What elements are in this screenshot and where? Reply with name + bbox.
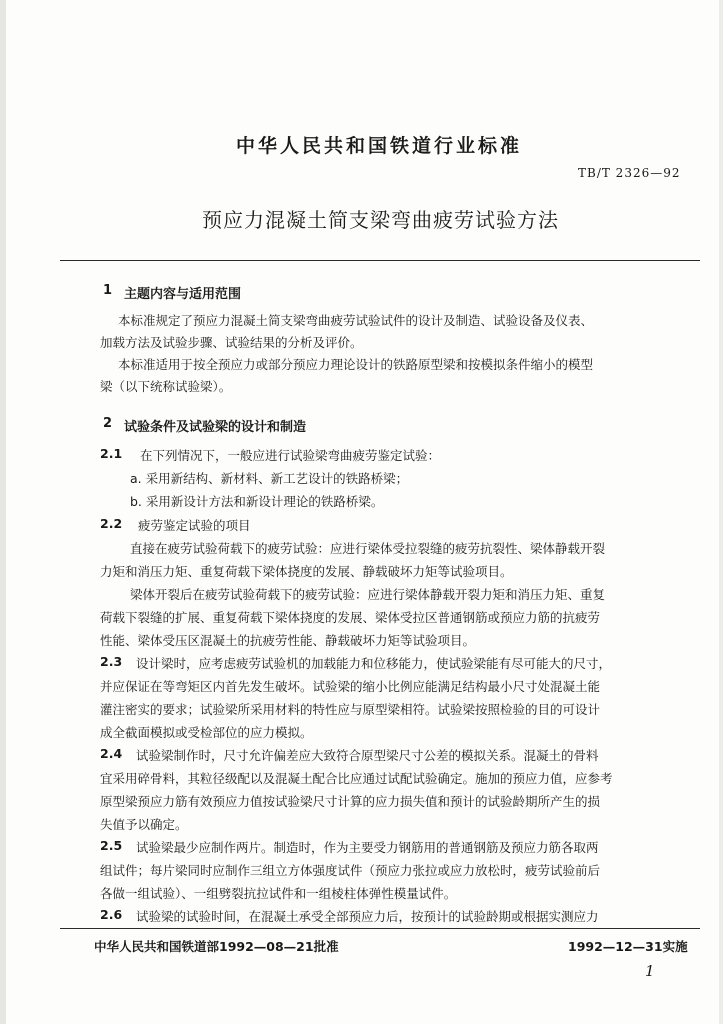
clause-2-2-number: 2.2 — [100, 516, 123, 531]
effective-date: 1992—12—31实施 — [568, 939, 688, 954]
clause-2-4-line-2: 宜采用碎骨料，其粒径级配以及混凝土配合比应通过试配试验确定。施加的预应力值，应参考 — [100, 771, 613, 786]
org-title: 中华人民共和国铁道行业标准 — [236, 135, 523, 157]
header-rule — [60, 260, 700, 261]
s1-line-2: 加载方法及试验步骤、试验结果的分析及评价。 — [100, 335, 363, 350]
clause-2-3-line-3: 灌注密实的要求；试验梁所采用材料的特性应与原型梁相符。试验梁按照检验的目的可设计 — [100, 702, 601, 717]
clause-2-4-line-4: 失值予以确定。 — [100, 817, 188, 832]
clause-2-2-text: 疲劳鉴定试验的项目 — [138, 518, 251, 533]
clause-2-6-line-1: 试验梁的试验时间，在混凝土承受全部预应力后，按预计的试验龄期或根据实测应力 — [136, 909, 599, 924]
clause-2-5-line-1: 试验梁最少应制作两片。制造时，作为主要受力钢筋用的普通钢筋及预应力筋各取两 — [136, 840, 599, 855]
clause-2-5-line-2: 组试件；每片梁同时应制作三组立方体强度试件（预应力张拉或应力放松时，疲劳试验前后 — [100, 863, 601, 878]
document-title: 预应力混凝土简支梁弯曲疲劳试验方法 — [202, 208, 559, 232]
clause-2-1-item-b: b. 采用新设计方法和新设计理论的铁路桥梁。 — [130, 494, 384, 509]
s1-line-1: 本标准规定了预应力混凝土简支梁弯曲疲劳试验试件的设计及制造、试验设备及仪表、 — [118, 313, 594, 328]
section-2-title: 试验条件及试验梁的设计和制造 — [124, 420, 307, 435]
approval-note: 中华人民共和国铁道部1992—08—21批准 — [94, 939, 339, 954]
clause-2-3-line-4: 成全截面模拟或受检部位的应力模拟。 — [100, 725, 313, 740]
scan-left-edge — [0, 0, 6, 1024]
section-1-title: 主题内容与适用范围 — [124, 287, 242, 302]
clause-2-2-line-1: 直接在疲劳试验荷载下的疲劳试验：应进行梁体受拉裂缝的疲劳抗裂性、梁体静载开裂 — [130, 541, 606, 556]
clause-2-1-text: 在下列情况下，一般应进行试验梁弯曲疲劳鉴定试验： — [140, 448, 441, 463]
clause-2-2-line-3: 梁体开裂后在疲劳试验荷载下的疲劳试验：应进行梁体静载开裂力矩和消压力矩、重复 — [130, 587, 606, 602]
section-1-number: 1 — [103, 283, 113, 298]
clause-2-4-line-3: 原型梁预应力筋有效预应力值按试验梁尺寸计算的应力损失值和预计的试验龄期所产生的损 — [100, 794, 601, 809]
clause-2-3-line-2: 并应保证在等弯矩区内首先发生破坏。试验梁的缩小比例应能满足结构最小尺寸处混凝土能 — [100, 679, 601, 694]
clause-2-2-line-5: 性能、梁体受压区混凝土的抗疲劳性能、静载破坏力矩等试验项目。 — [100, 633, 476, 648]
clause-2-5-line-3: 各做一组试验）、一组劈裂抗拉试件和一组棱柱体弹性模量试件。 — [100, 886, 457, 901]
clause-2-3-number: 2.3 — [100, 654, 123, 669]
clause-2-4-number: 2.4 — [100, 746, 123, 761]
clause-2-4-line-1: 试验梁制作时，尺寸允许偏差应大致符合原型梁尺寸公差的模拟关系。混凝土的骨料 — [136, 748, 599, 763]
s1-line-3: 本标准适用于按全预应力或部分预应力理论设计的铁路原型梁和按模拟条件缩小的模型 — [118, 357, 594, 372]
standard-number: TB/T 2326—92 — [578, 166, 681, 180]
clause-2-1-item-a: a. 采用新结构、新材料、新工艺设计的铁路桥梁； — [130, 471, 409, 486]
clause-2-2-line-2: 力矩和消压力矩、重复荷载下梁体挠度的发展、静载破坏力矩等试验项目。 — [100, 564, 513, 579]
section-2-number: 2 — [103, 416, 113, 431]
scan-right-edge — [719, 0, 723, 1024]
clause-2-1-number: 2.1 — [100, 446, 123, 461]
clause-2-2-line-4: 荷载下裂缝的扩展、重复荷载下梁体挠度的发展、梁体受拉区普通钢筋或预应力筋的抗疲劳 — [100, 610, 601, 625]
clause-2-5-number: 2.5 — [100, 838, 123, 853]
clause-2-3-line-1: 设计梁时，应考虑疲劳试验机的加载能力和位移能力，使试验梁能有尽可能大的尺寸， — [136, 656, 612, 671]
page-number: 1 — [645, 962, 655, 980]
footer-rule — [60, 928, 700, 929]
clause-2-6-number: 2.6 — [100, 907, 123, 922]
s1-line-4: 梁（以下统称试验梁）。 — [100, 379, 232, 394]
